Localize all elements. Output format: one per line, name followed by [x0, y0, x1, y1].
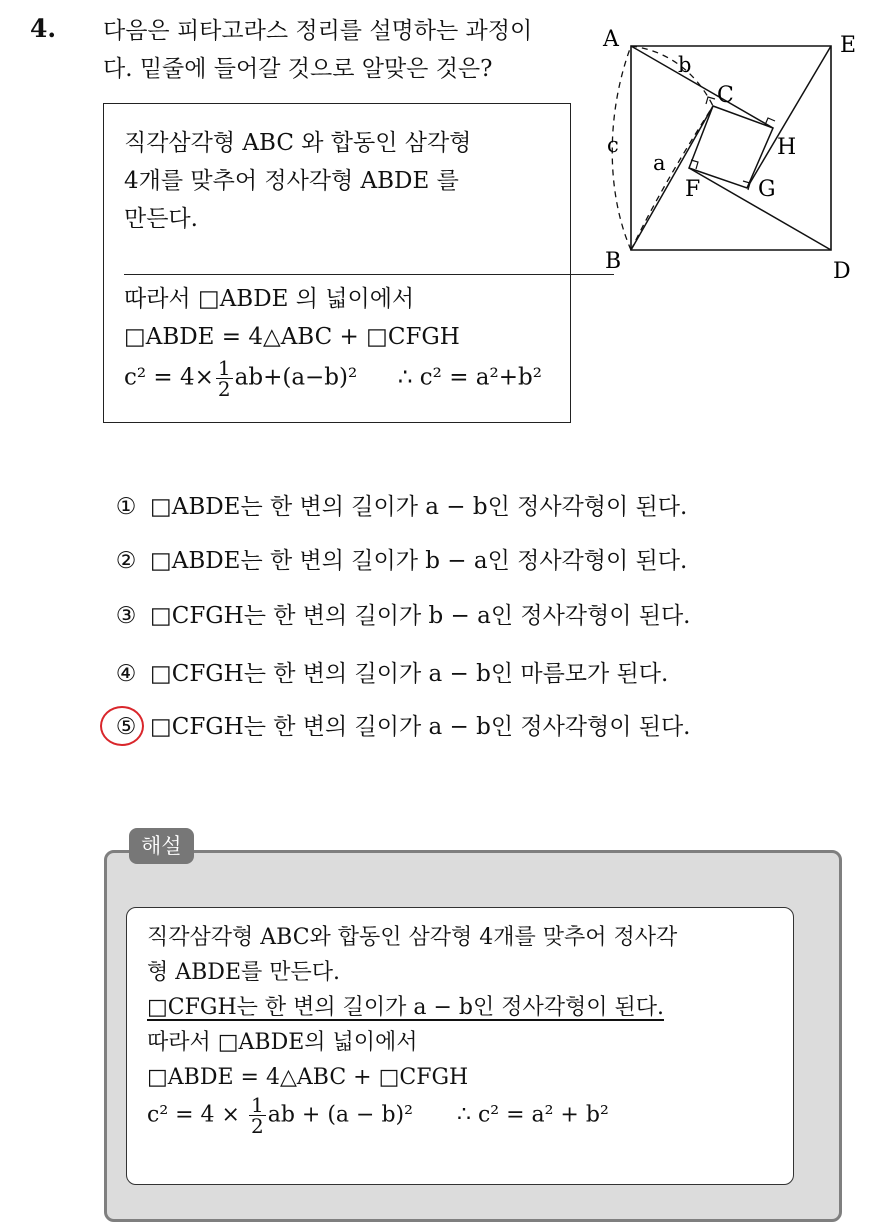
answer-underline: [124, 274, 614, 275]
solution-line-3: □CFGH는 한 변의 길이가 a − b인 정사각형이 된다.: [147, 995, 664, 1020]
choice-1-text: □ABDE는 한 변의 길이가 a − b인 정사각형이 된다.: [150, 494, 688, 520]
choice-5-text: □CFGH는 한 변의 길이가 a − b인 정사각형이 된다.: [150, 714, 691, 740]
selected-answer-mark: [100, 706, 144, 746]
label-c-side: c: [607, 133, 619, 157]
square-abde: [631, 46, 831, 250]
choice-1-marker: ①: [115, 494, 137, 520]
line-a-h: [631, 46, 773, 128]
box-eq-right: ab+(a−b)²: [234, 364, 358, 391]
box-line-1: 직각삼각형 ABC 와 합동인 삼각형: [124, 130, 472, 156]
solution-content: [126, 907, 794, 1185]
box-line-2: 4개를 맞추어 정사각형 ABDE 를: [124, 168, 459, 194]
solution-line-1: 직각삼각형 ABC와 합동인 삼각형 4개를 맞추어 정사각: [147, 925, 678, 950]
choice-1[interactable]: [112, 488, 687, 526]
label-c-vertex: C: [717, 83, 734, 108]
question-text: [103, 12, 603, 88]
label-a-vertex: A: [603, 27, 619, 52]
label-f: F: [685, 177, 701, 202]
box-frac-den: 2: [217, 377, 231, 401]
label-h: H: [777, 135, 797, 160]
sol-fraction: [249, 1095, 266, 1136]
choice-4-marker: ④: [115, 661, 137, 687]
box-eq-therefore: ∴ c² = a²+b²: [397, 364, 542, 391]
line-b-c: [631, 106, 713, 250]
sol-frac-num: 1: [250, 1093, 264, 1117]
box-line-4: 따라서 □ABDE 의 넓이에서: [124, 286, 415, 312]
solution-equation: [147, 1095, 773, 1136]
label-b-side: b: [678, 53, 692, 77]
label-g: G: [758, 177, 776, 202]
choice-3-marker: ③: [115, 603, 137, 629]
choice-2-text: □ABDE는 한 변의 길이가 b − a인 정사각형이 된다.: [150, 548, 688, 574]
box-eq-left: c² = 4×: [124, 364, 214, 391]
box-equation: [124, 358, 564, 399]
solution-line-2: 형 ABDE를 만든다.: [147, 960, 340, 985]
choice-2-marker: ②: [115, 548, 137, 574]
right-angle-g: [743, 181, 750, 190]
label-a-side: a: [653, 151, 666, 175]
choice-4[interactable]: [112, 655, 668, 693]
sol-eq-left: c² = 4 ×: [147, 1102, 247, 1128]
choice-3[interactable]: [112, 597, 691, 635]
box-line-3: 만든다.: [124, 206, 198, 232]
choice-5[interactable]: [112, 708, 691, 746]
question-number: 4.: [30, 14, 57, 43]
pythagoras-figure: [595, 20, 875, 290]
question-text-line2: 다. 밑줄에 들어갈 것으로 알맞은 것은?: [103, 56, 493, 82]
problem-box: [103, 103, 571, 423]
box-fraction: [216, 358, 233, 399]
choice-4-text: □CFGH는 한 변의 길이가 a − b인 마름모가 된다.: [150, 661, 669, 687]
choice-3-text: □CFGH는 한 변의 길이가 b − a인 정사각형이 된다.: [150, 603, 691, 629]
label-d: D: [833, 259, 851, 284]
choice-5-marker: ⑤: [115, 714, 137, 740]
sol-frac-den: 2: [250, 1114, 264, 1138]
solution-tag: 해설: [129, 828, 194, 864]
question-text-line1: 다음은 피타고라스 정리를 설명하는 과정이: [103, 18, 533, 44]
box-frac-num: 1: [217, 356, 231, 380]
box-line-5: □ABDE = 4△ABC + □CFGH: [124, 324, 460, 350]
arc-b: [631, 46, 713, 106]
label-b-vertex: B: [605, 249, 622, 274]
sol-eq-therefore: ∴ c² = a² + b²: [456, 1102, 609, 1128]
line-e-g: [747, 46, 831, 188]
choice-2[interactable]: [112, 542, 687, 580]
sol-eq-right: ab + (a − b)²: [267, 1102, 413, 1128]
solution-line-5: □ABDE = 4△ABC + □CFGH: [147, 1065, 469, 1090]
solution-line-4: 따라서 □ABDE의 넓이에서: [147, 1030, 418, 1055]
label-e: E: [840, 33, 857, 58]
